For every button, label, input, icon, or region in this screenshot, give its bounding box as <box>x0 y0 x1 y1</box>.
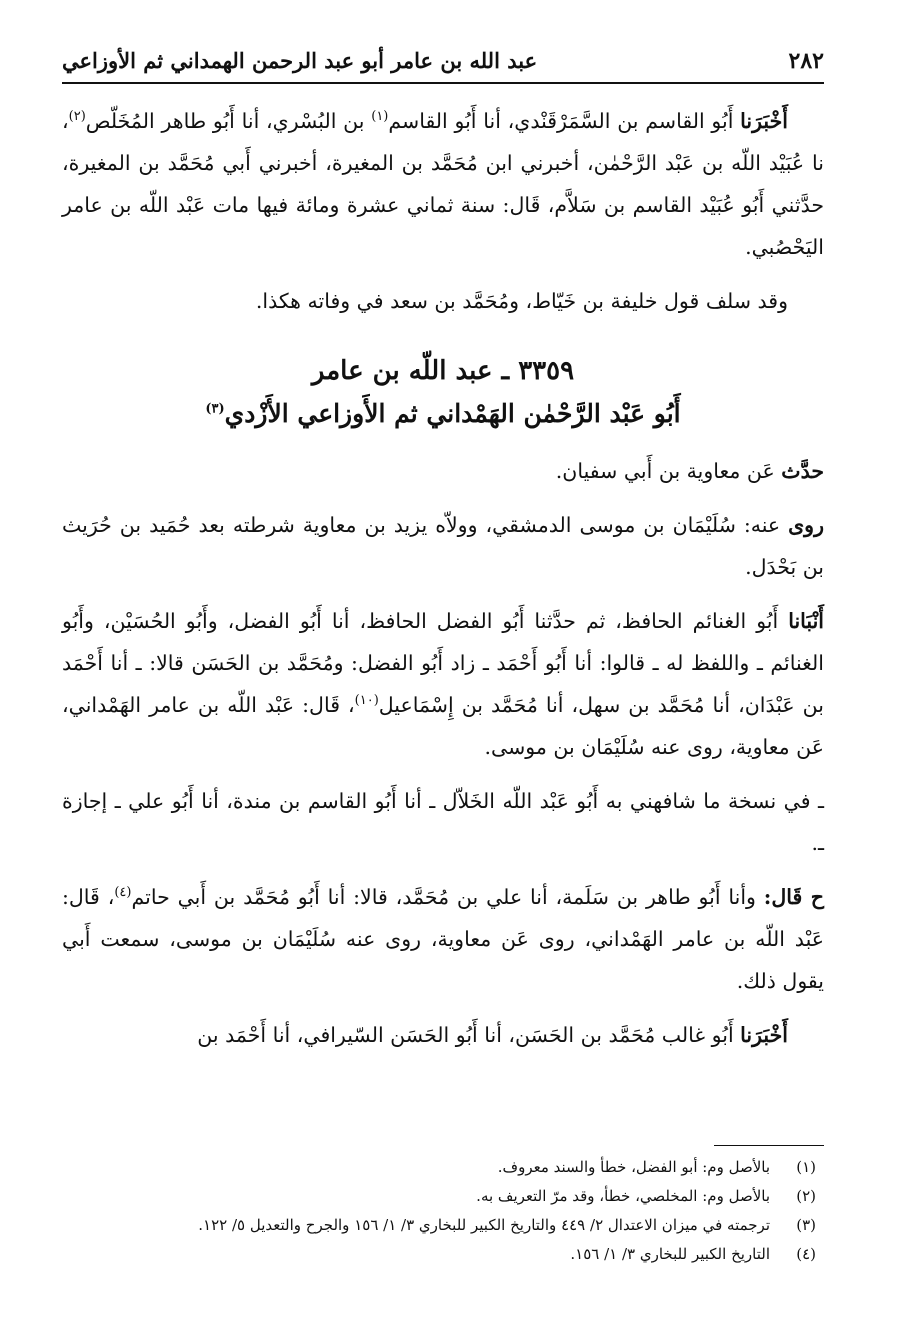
paragraph-7 <box>62 876 824 1002</box>
page-number: ٢٨٢ <box>788 48 824 74</box>
paragraph-text: ، قَال: عَبْد اللّه بن عامر الهَمْداني، عَن معاوية، روى عنه سُلَيْمَان بن موسى. <box>62 693 824 759</box>
footnote-number: (٣) <box>796 1216 816 1234</box>
paragraph-lead: أَخْبَرَنا <box>740 109 788 133</box>
running-title: عبد الله بن عامر أبو عبد الرحمن الهمداني ثم الأوزاعي <box>62 48 538 73</box>
paragraph-text: أَبُو القاسم بن السَّمَرْقَنْدي، أنا أَبُو القاسم <box>388 109 741 133</box>
paragraph-5 <box>62 600 824 768</box>
footnote-number: (٤) <box>796 1245 816 1263</box>
paragraph-lead: روى <box>788 513 824 537</box>
paragraph-8 <box>62 1014 824 1056</box>
footnotes <box>62 1153 816 1269</box>
footnote-reference[interactable]: (١) <box>371 109 389 125</box>
footnote-item <box>62 1153 816 1182</box>
footnote-item <box>62 1240 816 1269</box>
footnote-item <box>62 1211 816 1240</box>
entry-number-name: ٣٣٥٩ ـ عبد اللّه بن عامر <box>311 356 575 386</box>
paragraph-lead: أَخْبَرَنا <box>740 1023 788 1047</box>
footnote-text: بالأصل وم: أبو الفضل، خطأ والسند معروف. <box>497 1158 770 1176</box>
footnote-reference[interactable]: (٤) <box>114 885 132 901</box>
footnote-number: (٢) <box>796 1187 816 1205</box>
paragraph-text: وأنا أَبُو طاهر بن سَلَمة، أنا علي بن مُحَمَّد، قالا: أنا أَبُو مُحَمَّد بن أَبي حاتم <box>131 885 764 909</box>
footnote-reference[interactable]: (١٠) <box>354 693 379 709</box>
paragraph-text: عَن معاوية بن أَبي سفيان. <box>555 459 782 483</box>
paragraph-lead: حدَّث <box>781 459 824 483</box>
footnote-divider <box>714 1145 824 1146</box>
paragraph-text: أَبُو الغنائم الحافظ، ثم حدَّثنا أَبُو الفضل الحافظ، أنا أَبُو الفضل، وأَبُو الحُسَيْن، وأَبُو الغنائم ـ واللفظ له ـ قالوا: أنا أَبُو أَحْمَد ـ زاد أَبُو الفضل: ومُحَمَّد بن الحَسَن قالا: ـ أنا أَحْمَد بن عَبْدَان، أنا مُحَمَّد بن سهل، أنا مُحَمَّد بن إِسْمَاعيل <box>62 609 824 717</box>
main-text <box>62 100 824 1056</box>
paragraph-text: ، نا عُبَيْد اللّه بن عَبْد الرَّحْمٰن، أخبرني ابن مُحَمَّد بن المغيرة، أخبرني أَبي مُحَمَّد بن المغيرة، حدَّثني أَبُو عُبَيْد القاسم بن سَلاَّم، قَال: سنة ثماني عشرة ومائة فيها مات عَبْد اللّه بن عامر اليَحْصُبي. <box>62 109 824 259</box>
footnote-text: بالأصل وم: المخلصي، خطأ، وقد مرّ التعريف به. <box>476 1187 770 1205</box>
entry-kunya <box>62 392 824 436</box>
paragraph-1 <box>62 100 824 268</box>
footnote-reference[interactable]: (٢) <box>68 109 86 125</box>
entry-kunya-text: أَبُو عَبْد الرَّحْمٰن الهَمْداني ثم الأَوزاعي الأَزْدي <box>224 399 681 428</box>
footnote-number: (١) <box>796 1158 816 1176</box>
paragraph-2: وقد سلف قول خليفة بن خَيّاط، ومُحَمَّد بن سعد في وفاته هكذا. <box>255 289 788 313</box>
paragraph-lead: ح قَال: <box>763 885 824 909</box>
footnote-text: ترجمته في ميزان الاعتدال ٢/ ٤٤٩ والتاريخ الكبير للبخاري ٣/ ١/ ١٥٦ والجرح والتعديل ٥/ ١٢٢. <box>198 1216 770 1234</box>
paragraph-text: بن البُسْري، أنا أَبُو طاهر المُخَلّص <box>85 109 372 133</box>
paragraph-text: عنه: سُلَيْمَان بن موسى الدمشقي، وولاّه يزيد بن معاوية شرطته بعد حُمَيد بن حُرَيث بن بَحْدَل. <box>62 513 824 579</box>
paragraph-6: ـ في نسخة ما شافهني به أَبُو عَبْد اللّه الخَلاّل ـ أنا أَبُو القاسم بن مندة، أنا أَبُو علي ـ إجازة ـ. <box>62 789 824 855</box>
paragraph-lead: أَنْبَانا <box>788 609 824 633</box>
footnote-reference[interactable]: (٣) <box>205 401 225 417</box>
paragraph-text: أَبُو غالب مُحَمَّد بن الحَسَن، أنا أَبُو الحَسَن السّيرافي، أنا أَحْمَد بن <box>197 1023 741 1047</box>
running-header <box>62 48 824 84</box>
paragraph-3 <box>62 450 824 492</box>
book-page <box>62 48 824 1334</box>
paragraph-text: ، قَال: عَبْد اللّه بن عامر الهَمْداني، روى عَن معاوية، روى عنه سُلَيْمَان بن موسى، سمعت أَبي يقول ذلك. <box>62 885 824 993</box>
entry-heading <box>62 350 824 436</box>
footnote-text: التاريخ الكبير للبخاري ٣/ ١/ ١٥٦. <box>570 1245 770 1263</box>
paragraph-4 <box>62 504 824 588</box>
footnote-item <box>62 1182 816 1211</box>
